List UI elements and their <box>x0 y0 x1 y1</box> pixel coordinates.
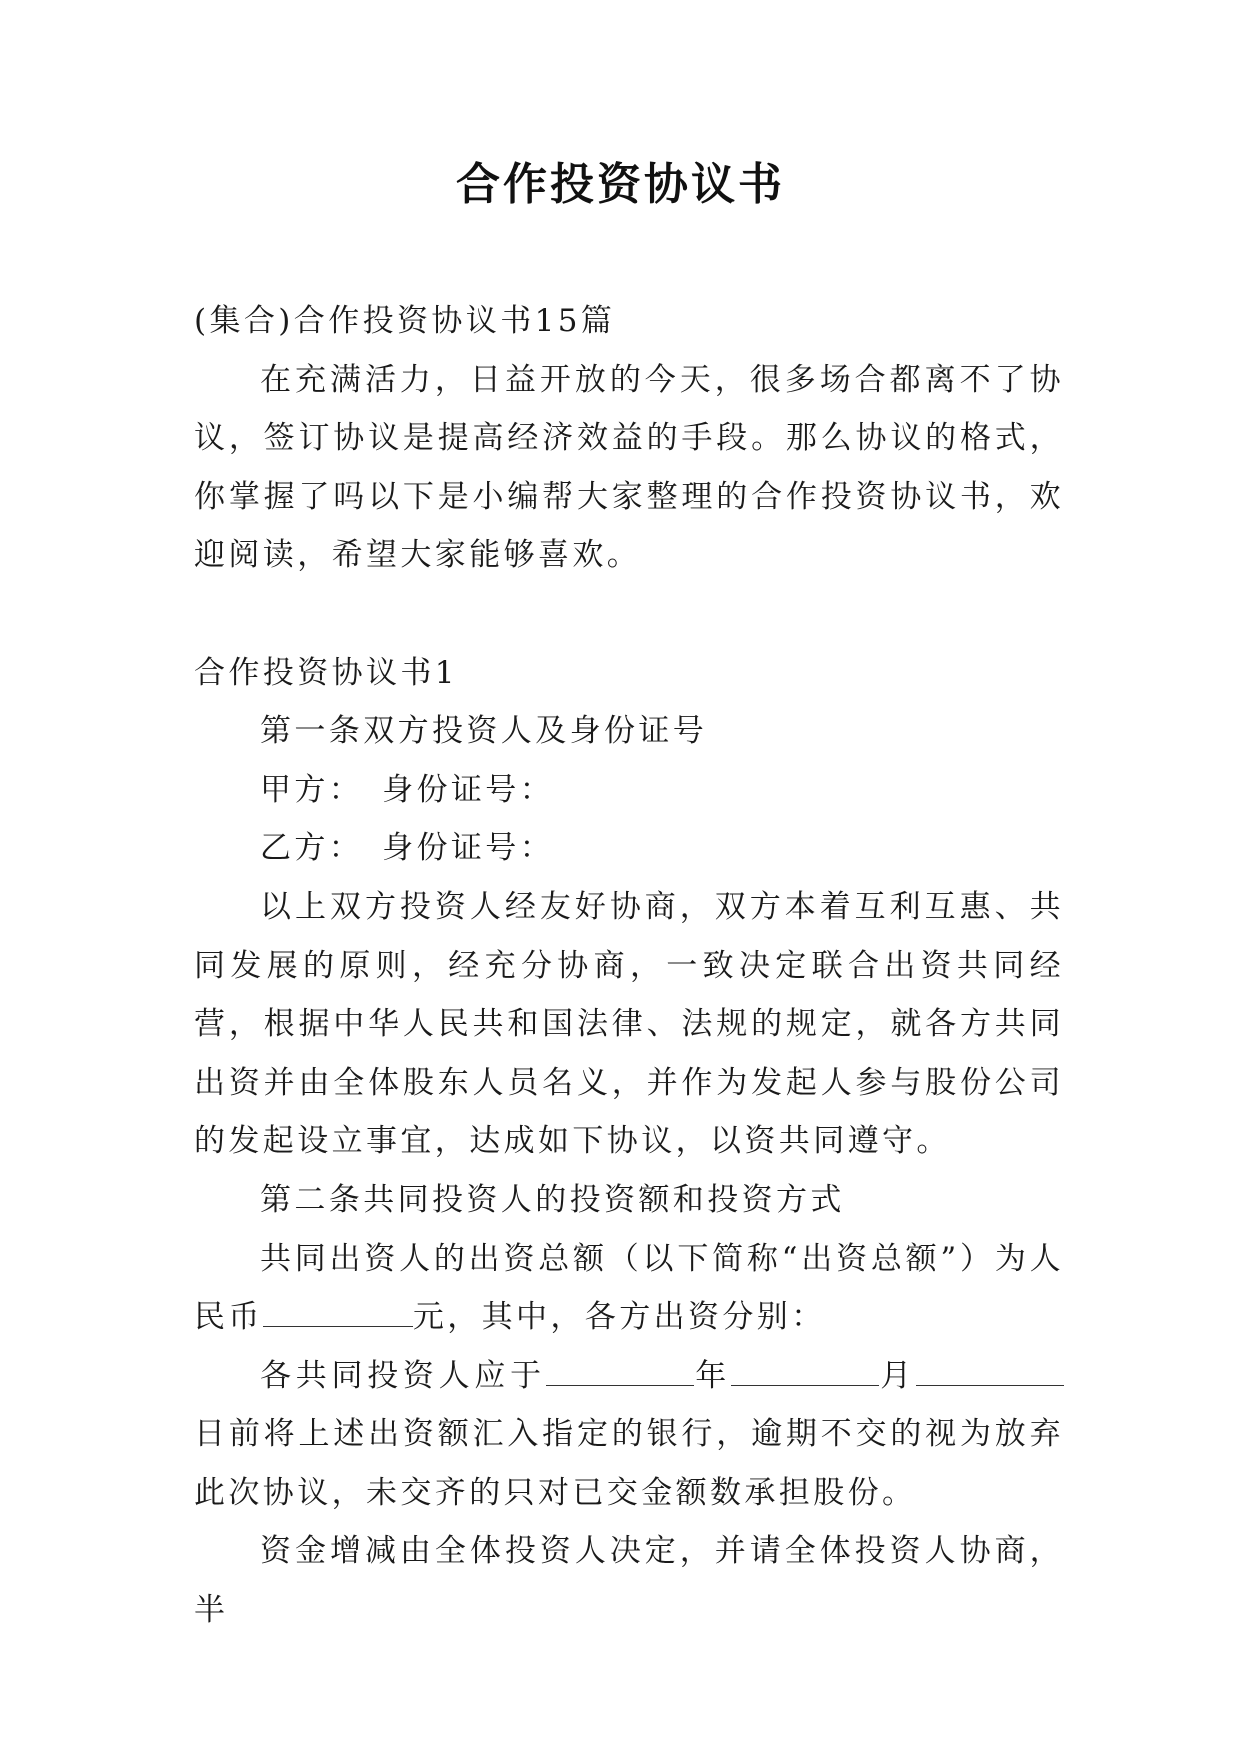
capital-amount-blank <box>263 1292 413 1327</box>
deadline-month-blank <box>731 1351 879 1386</box>
deadline-start: 各共同投资人应于 <box>260 1357 546 1394</box>
article-1-body: 以上双方投资人经友好协商，双方本着互利互惠、共同发展的原则，经充分协商，一致决定联合出资共同经营，根据中华人民共和国法律、法规的规定，就各方共同出资并由全体股东人员名义，并作为发起人参与股份公司的发起设立事宜，达成如下协议，以资共同遵守。 <box>194 888 1064 1160</box>
party-b-line: 乙方： 身份证号： <box>260 830 555 867</box>
deadline-month-label: 月 <box>878 1357 917 1394</box>
deadline-day-blank <box>916 1351 1064 1386</box>
capital-line-end: 元，其中，各方出资分别： <box>412 1299 826 1336</box>
party-a-line: 甲方： 身份证号： <box>260 771 555 808</box>
article-2-heading: 第二条共同投资人的投资额和投资方式 <box>260 1181 845 1218</box>
article-1-heading: 第一条双方投资人及身份证号 <box>260 713 708 750</box>
deadline-year-blank <box>546 1351 694 1386</box>
paragraph-spacer <box>194 585 1064 644</box>
capital-change-paragraph: 资金增减由全体投资人决定，并请全体投资人协商，半 <box>194 1533 1064 1629</box>
document-body <box>194 292 1064 1640</box>
intro-paragraph: 在充满活力，日益开放的今天，很多场合都离不了协议，签订协议是提高经济效益的手段。那么协议的格式，你掌握了吗以下是小编帮大家整理的合作投资协议书，欢迎阅读，希望大家能够喜欢。 <box>194 361 1064 574</box>
deadline-end: 日前将上述出资额汇入指定的银行，逾期不交的视为放弃此次协议，未交齐的只对已交金额数承担股份。 <box>194 1416 1064 1511</box>
capital-line-start: 共同出资人的出资总额（以下简称“出资总额”）为人民币 <box>194 1240 1064 1336</box>
document-title: 合作投资协议书 <box>456 159 785 210</box>
capital-amount-paragraph <box>194 1230 1064 1347</box>
deadline-paragraph <box>194 1347 1064 1523</box>
section-heading: 合作投资协议书1 <box>194 654 458 691</box>
deadline-year-label: 年 <box>693 1357 731 1394</box>
document-subtitle: (集合)合作投资协议书15篇 <box>194 303 616 339</box>
